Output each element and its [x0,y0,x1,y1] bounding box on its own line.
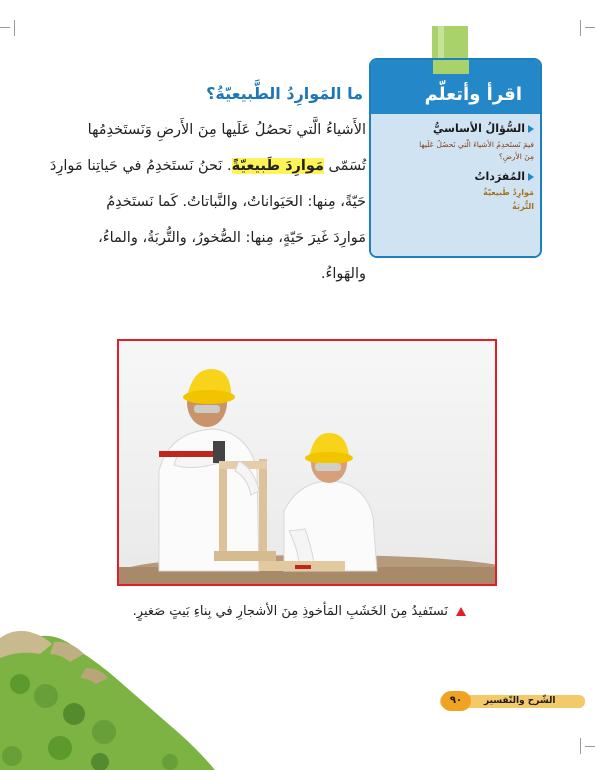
crop-mark [585,27,595,28]
photo-caption [133,604,466,619]
essential-question-heading-row [433,122,534,135]
paragraph-text: . نَحنُ نَستَخدِمُ في حَياتِنا مَوارِدَ [49,158,232,174]
footer-section-label: الشّرح والتّفسير [484,696,556,706]
paragraph-text: تُسَمّى [328,158,366,174]
vocabulary-heading: المُفرَداتُ [474,170,525,183]
pointer-icon [528,173,534,181]
box-header [371,60,540,114]
paragraph-line: مَوارِدَ غَيرَ حَيّةٍ، مِنها: الصُّخورُ، والتُّربَةُ، والماءُ، [98,230,366,246]
photo-woodworking [117,339,497,586]
crop-mark [580,738,581,754]
vocabulary-heading-row [474,170,534,183]
crop-mark [0,27,10,28]
caption-marker-icon [456,607,466,616]
crop-mark [585,746,595,747]
box-body [371,114,540,256]
crop-mark [14,20,15,36]
caption-text: نَستَفيدُ مِنَ الخَشَبِ المَأخوذِ مِنَ الأشجارِ في بِناءِ بَيتٍ صَغيرٍ. [132,604,448,619]
essential-question-line1: فيمَ نَستَخدِمُ الأشياءَ الّتي نَحصُلُ عَلَيها [419,140,534,149]
paragraph-line: الأَشياءُ الَّتي نَحصُلُ عَلَيها مِنَ الأَرضِ وَنَستَخدِمُها [87,122,366,138]
page-number: ٩٠ [441,691,471,711]
essential-question-heading: السُّؤالُ الأساسيُّ [433,122,525,135]
hillside-decoration [0,624,215,770]
section-heading: ما المَوارِدُ الطَّبيعيّةُ؟ [206,84,363,103]
essential-question-line2: مِنَ الأرضِ؟ [498,152,534,161]
read-and-learn-box [369,58,542,258]
key-term-highlight: مَوارِدَ طَبيعيّةً [231,158,324,174]
woodworking-illustration [119,341,495,584]
box-title: اقرأ وأتعلّم [424,84,522,105]
paragraph-line: حَيّةً، مِنها: الحَيَواناتُ، والنَّباتاتُ. كَما نَستَخدِمُ [106,194,366,210]
box-tab [433,60,469,74]
crop-mark [580,20,581,36]
paragraph-line [26,158,366,174]
vocabulary-item: مَوارِدُ طَبيعيّةٌ [483,188,534,197]
pointer-icon [528,125,534,133]
paragraph-line: والهَواءُ. [320,266,366,282]
vocabulary-item: التُّربَةُ [512,202,534,211]
